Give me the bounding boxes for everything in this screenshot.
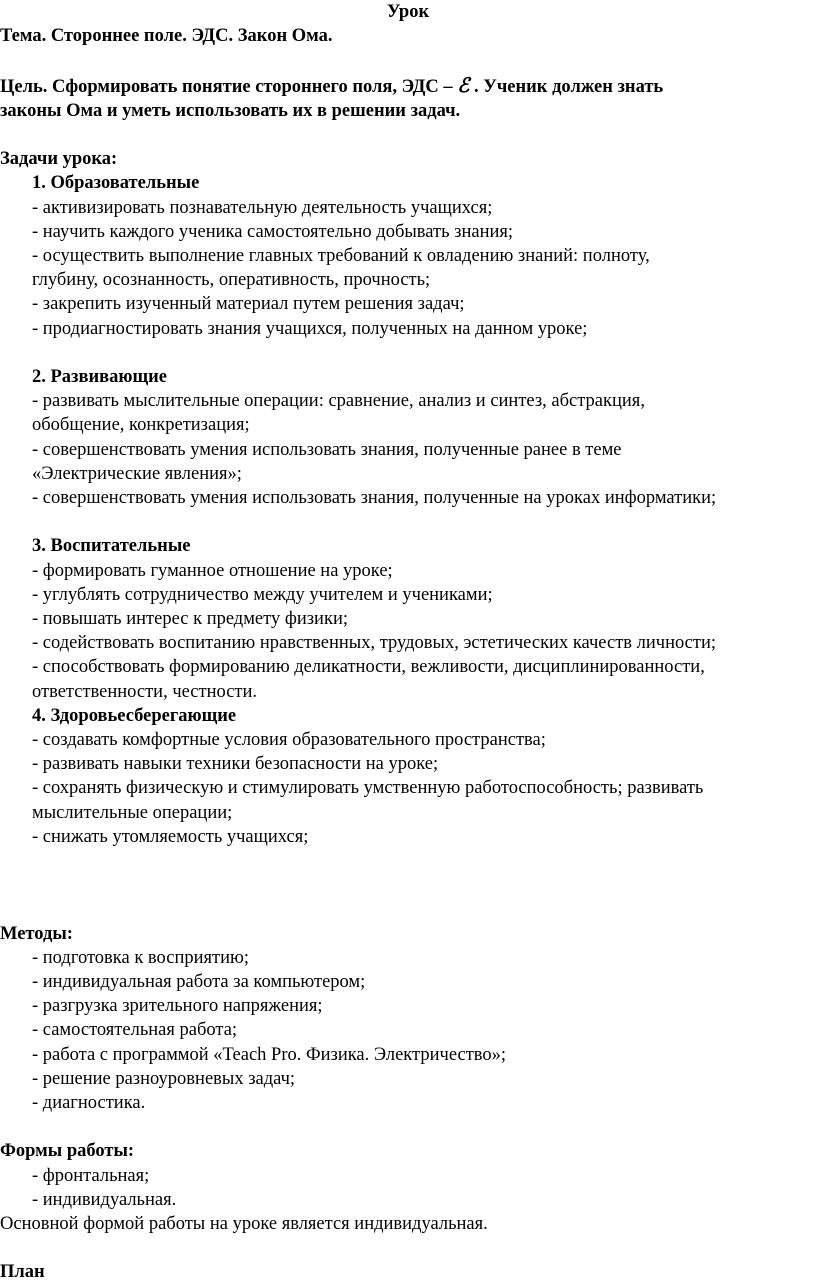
- list-item: - совершенствовать умения использовать знания, полученные на уроках информатики;: [32, 488, 717, 509]
- list-item: - фронтальная;: [32, 1165, 150, 1186]
- methods-list: [0, 946, 816, 1115]
- list-item: - способствовать формированию деликатности, вежливости, дисциплинированности,: [32, 657, 705, 678]
- section-heading: 2. Развивающие: [32, 367, 168, 387]
- list-item: обобщение, конкретизация;: [32, 415, 250, 436]
- list-item: - совершенствовать умения использовать знания, полученные ранее в теме: [32, 439, 622, 460]
- section-health-saving: [0, 704, 816, 849]
- list-item: ответственности, честности.: [32, 681, 258, 702]
- list-item: - углублять сотрудничество между учителем и учениками;: [32, 584, 493, 605]
- tasks-heading: Задачи урока:: [0, 149, 118, 170]
- list-item: - подготовка к восприятию;: [32, 947, 249, 968]
- methods-heading: Методы:: [0, 923, 73, 944]
- list-item: - работа с программой «Teach Pro. Физика. Электричество»;: [32, 1044, 507, 1065]
- forms-list: [0, 1164, 816, 1212]
- list-item: - научить каждого ученика самостоятельно добывать знания;: [32, 221, 514, 242]
- lesson-topic: Тема. Стороннее поле. ЭДС. Закон Ома.: [0, 26, 333, 47]
- goal-text-2: . Ученик должен знать: [469, 76, 664, 97]
- list-item: «Электрические явления»;: [32, 463, 242, 484]
- list-item: - развивать навыки техники безопасности на уроке;: [32, 754, 439, 775]
- list-item: - диагностика.: [32, 1093, 146, 1114]
- lesson-goal-line-2: законы Ома и уметь использовать их в решении задач.: [0, 100, 461, 121]
- plan-heading: План: [0, 1262, 45, 1283]
- list-item: глубину, осознанность, оперативность, прочность;: [32, 270, 431, 291]
- list-item: - снижать утомляемость учащихся;: [32, 826, 309, 847]
- list-item: мыслительные операции;: [32, 802, 233, 823]
- list-item: - осуществить выполнение главных требований к овладению знаний: полноту,: [32, 246, 650, 266]
- goal-text-1: Цель. Сформировать понятие стороннего поля, ЭДС –: [0, 76, 458, 97]
- section-heading: 1. Образовательные: [32, 173, 200, 194]
- list-item: - развивать мыслительные операции: сравнение, анализ и синтез, абстракция,: [32, 391, 645, 412]
- section-educational: [0, 171, 816, 340]
- forms-heading: Формы работы:: [0, 1141, 135, 1162]
- forms-note: Основной формой работы на уроке является индивидуальная.: [0, 1214, 488, 1235]
- list-item: - активизировать познавательную деятельность учащихся;: [32, 197, 493, 218]
- list-item: - закрепить изученный материал путем решения задач;: [32, 294, 465, 315]
- list-item: - содействовать воспитанию нравственных, трудовых, эстетических качеств личности;: [32, 633, 717, 654]
- list-item: - решение разноуровневых задач;: [32, 1068, 296, 1089]
- list-item: - повышать интерес к предмету физики;: [32, 609, 348, 630]
- section-heading: 3. Воспитательные: [32, 536, 191, 557]
- list-item: - индивидуальная.: [32, 1189, 177, 1210]
- list-item: - формировать гуманное отношение на уроке;: [32, 560, 393, 581]
- section-upbringing: [0, 534, 816, 703]
- list-item: - создавать комфортные условия образовательного пространства;: [32, 730, 546, 751]
- list-item: - разгрузка зрительного напряжения;: [32, 996, 323, 1017]
- lesson-goal-line-1: [0, 73, 816, 99]
- list-item: - продиагностировать знания учащихся, полученных на данном уроке;: [32, 318, 588, 339]
- emf-symbol: ℰ: [457, 72, 470, 97]
- section-developing: [0, 365, 816, 510]
- section-heading: 4. Здоровьесберегающие: [32, 705, 237, 726]
- list-item: - самостоятельная работа;: [32, 1020, 238, 1041]
- list-item: - сохранять физическую и стимулировать умственную работоспособность; развивать: [32, 778, 704, 799]
- list-item: - индивидуальная работа за компьютером;: [32, 972, 366, 993]
- document-title: Урок: [386, 2, 430, 22]
